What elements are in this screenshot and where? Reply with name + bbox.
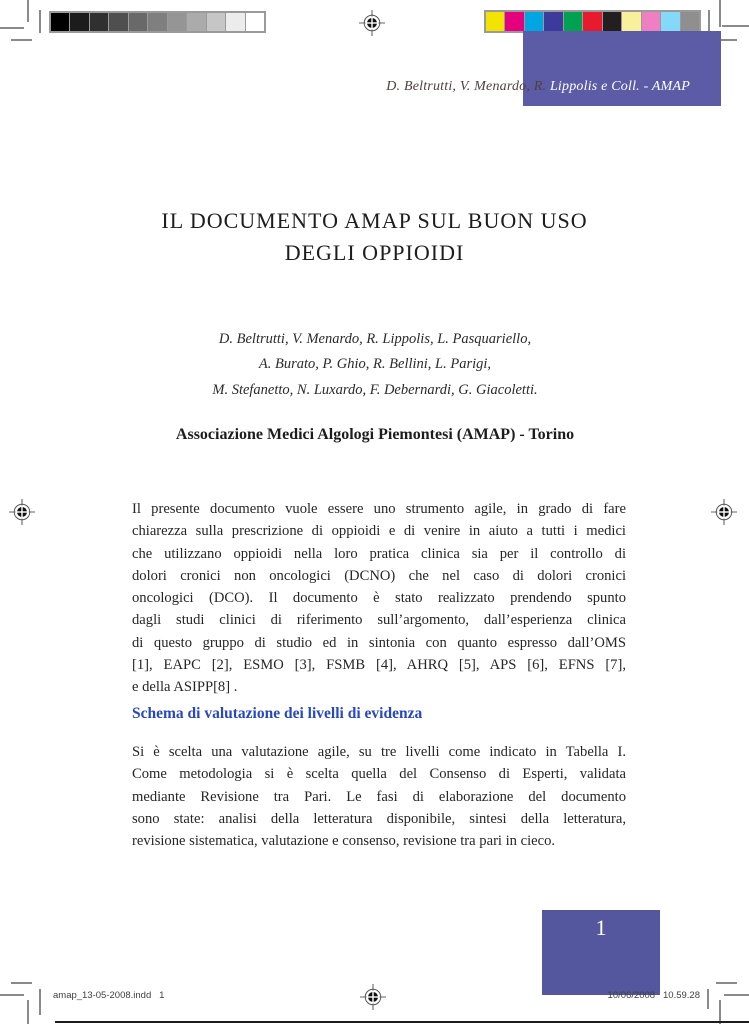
calibration-swatch bbox=[128, 13, 147, 31]
text-line: Come metodologia si è scelta quella del Consenso di Esperti, validata bbox=[132, 766, 626, 783]
calibration-swatch bbox=[660, 12, 679, 31]
footer-filename: amap_13-05-2008.indd 1 bbox=[53, 990, 165, 1001]
crop-mark bbox=[716, 982, 737, 984]
calibration-swatch bbox=[504, 12, 523, 31]
registration-mark-icon bbox=[711, 499, 737, 525]
text-line: di questo gruppo di studio ed in sintonia con quanto espresso dall’OMS bbox=[132, 634, 626, 651]
calibration-swatch bbox=[621, 12, 640, 31]
page-title-line2: DEGLI OPPIOIDI bbox=[284, 240, 465, 265]
calibration-swatch bbox=[51, 13, 69, 31]
calibration-swatch bbox=[543, 12, 562, 31]
page-number: 1 bbox=[595, 915, 607, 940]
authors-list bbox=[75, 327, 675, 403]
calibration-swatch bbox=[108, 13, 127, 31]
text-line: oncologici (DCO). Il documento è stato realizzato prendendo spunto bbox=[132, 590, 626, 607]
calibration-swatch bbox=[206, 13, 225, 31]
crop-mark bbox=[724, 994, 749, 996]
crop-mark bbox=[27, 0, 29, 22]
text-line: A. Burato, P. Ghio, R. Bellini, L. Parigi, bbox=[258, 356, 492, 373]
running-header-authors: D. Beltrutti, V. Menardo, R. bbox=[386, 79, 550, 94]
text-line: chiarezza sulla prescrizione di oppioidi e di venire in aiuto a tutti i medici bbox=[132, 523, 626, 540]
text-line: revisione sistematica, valutazione e consenso, revisione tra pari in cieco. bbox=[132, 833, 556, 850]
running-header-amap: Lippolis e Coll. - AMAP bbox=[549, 79, 690, 94]
registration-mark-icon bbox=[359, 10, 385, 36]
calibration-swatch bbox=[69, 13, 88, 31]
crop-mark bbox=[11, 39, 32, 41]
text-line: che utilizzano oppioidi nella loro pratica clinica sia per il controllo di bbox=[132, 545, 626, 562]
text-line: M. Stefanetto, N. Luxardo, F. Debernardi, G. Giacoletti. bbox=[212, 381, 538, 398]
body-paragraph-1 bbox=[132, 498, 626, 699]
text-line: sono state: analisi della letteratura disponibile, sintesi della letteratura, bbox=[132, 810, 626, 827]
calibration-swatch bbox=[680, 12, 699, 31]
text-line: D. Beltrutti, V. Menardo, R. Lippolis, L. Pasquariello, bbox=[218, 331, 532, 347]
color-calibration-bar bbox=[484, 10, 701, 33]
crop-mark bbox=[707, 989, 709, 1009]
crop-mark bbox=[39, 10, 41, 33]
text-line: Il presente documento vuole essere uno strumento agile, in grado di fare bbox=[132, 501, 626, 517]
calibration-swatch bbox=[186, 13, 205, 31]
running-header bbox=[386, 79, 690, 95]
page-title bbox=[100, 205, 649, 269]
calibration-swatch bbox=[524, 12, 543, 31]
text-line: mediante Revisione tra Pari. Le fasi di elaborazione del documento bbox=[132, 788, 626, 805]
crop-mark bbox=[719, 0, 721, 27]
registration-mark-icon bbox=[9, 499, 35, 525]
text-line: Si è scelta una valutazione agile, su tre livelli come indicato in Tabella I. bbox=[132, 744, 626, 760]
affiliation: Associazione Medici Algologi Piemontesi (AMAP) - Torino bbox=[175, 426, 575, 443]
footer-timestamp: 10/06/2008 10.59.28 bbox=[607, 990, 700, 1001]
text-line: [1], EAPC [2], ESMO [3], FSMB [4], AHRQ [5], APS [6], EFNS [7], bbox=[132, 657, 626, 674]
calibration-swatch bbox=[641, 12, 660, 31]
calibration-swatch bbox=[89, 13, 108, 31]
calibration-swatch bbox=[582, 12, 601, 31]
crop-mark bbox=[27, 1000, 29, 1024]
calibration-swatch bbox=[167, 13, 186, 31]
crop-mark bbox=[722, 25, 749, 27]
body-paragraph-2 bbox=[132, 741, 626, 852]
registration-mark-icon bbox=[360, 984, 386, 1010]
text-line: dagli studi clinici di riferimento sull’argomento, dall’esperienza clinica bbox=[132, 612, 626, 629]
calibration-swatch bbox=[225, 13, 244, 31]
text-line: dolori cronici non oncologici (DCNO) che nel caso di dolori cronici bbox=[132, 567, 626, 584]
crop-mark bbox=[11, 982, 32, 984]
crop-mark bbox=[39, 989, 41, 1015]
calibration-swatch bbox=[245, 13, 264, 31]
crop-mark bbox=[0, 994, 24, 996]
grayscale-calibration-bar bbox=[49, 11, 266, 33]
page-number-box bbox=[542, 910, 660, 995]
crop-mark bbox=[708, 10, 710, 31]
calibration-swatch bbox=[486, 12, 504, 31]
calibration-swatch bbox=[147, 13, 166, 31]
crop-mark bbox=[0, 27, 24, 29]
text-line: e della ASIPP[8] . bbox=[132, 679, 238, 696]
section-heading: Schema di valutazione dei livelli di evidenza bbox=[132, 705, 423, 722]
calibration-swatch bbox=[563, 12, 582, 31]
calibration-swatch bbox=[602, 12, 621, 31]
page-title-line1: IL DOCUMENTO AMAP SUL BUON USO bbox=[161, 208, 588, 233]
bottom-edge-line bbox=[55, 1021, 749, 1023]
